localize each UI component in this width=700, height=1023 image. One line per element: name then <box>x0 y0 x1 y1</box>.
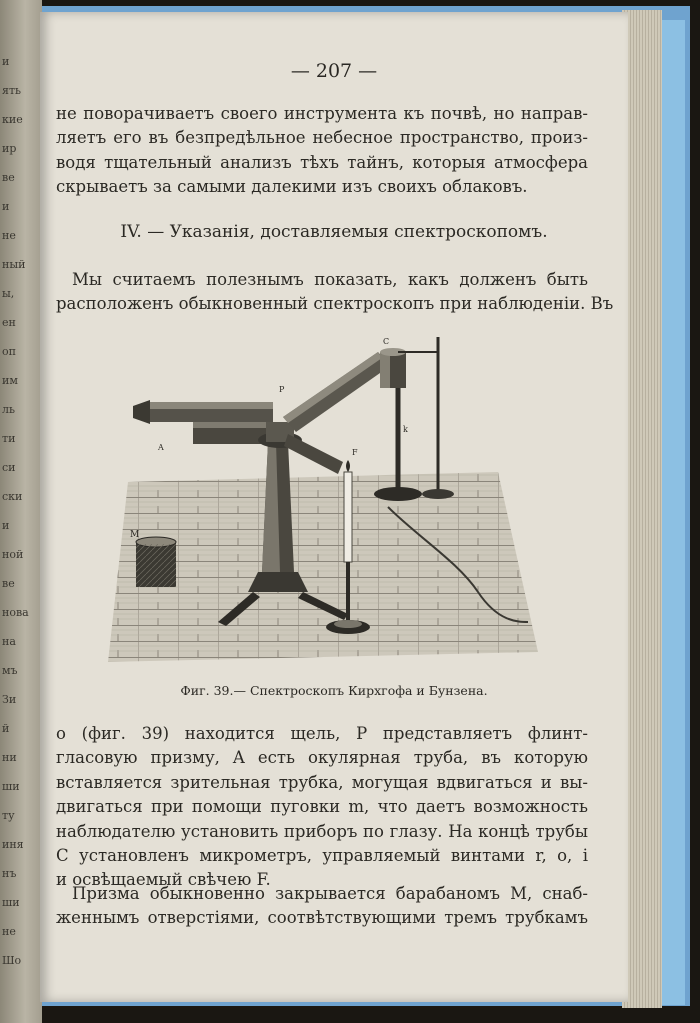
left-page-fragment: кие <box>2 113 23 126</box>
figure-spectroscope-illustration <box>98 322 548 674</box>
left-page-fragment: ять <box>2 84 22 97</box>
left-page-fragment: нова <box>2 606 29 619</box>
text-line: наблюдателю установить приборъ по глазу. На концѣ трубы <box>56 821 588 841</box>
text-line: Мы считаемъ полезнымъ показать, какъ долженъ быть <box>72 270 588 289</box>
left-page-fragment: им <box>2 374 18 387</box>
left-page-fragment: й <box>2 722 10 735</box>
left-page-fragment: ной <box>2 548 24 561</box>
left-page-fragment: ль <box>2 403 15 416</box>
left-page-fragment: Зи <box>2 693 17 706</box>
left-page-fragment: ный <box>2 258 26 271</box>
text-line: Призма обыкновенно закрывается барабаномъ M, снаб- <box>72 884 588 903</box>
left-page-fragment: ни <box>2 751 17 764</box>
svg-text:P: P <box>279 385 285 394</box>
left-page-fragment: си <box>2 461 16 474</box>
left-page-fragment: на <box>2 635 16 648</box>
left-page-fragment: мъ <box>2 664 18 677</box>
paragraph-last <box>56 882 588 931</box>
svg-text:M: M <box>130 530 140 540</box>
svg-text:k: k <box>403 425 408 434</box>
section-heading: IV. — Указанія, доставляемыя спектроскопомъ. <box>120 222 548 242</box>
text-line: скрываетъ за самыми далекими изъ своихъ облаковъ. <box>56 177 528 197</box>
text-line: ο (фиг. 39) находится щель, P представляетъ флинт- <box>56 724 588 743</box>
svg-text:A: A <box>158 443 164 452</box>
left-page-fragment: не <box>2 229 16 242</box>
left-page-fragment: иня <box>2 838 24 851</box>
left-page-fragment: и <box>2 519 10 532</box>
book-page <box>40 12 628 1002</box>
left-page-fragment: ве <box>2 171 15 184</box>
text-line: не поворачиваетъ своего инструмента къ почвѣ, но направ- <box>56 104 588 123</box>
left-page-fragment: нъ <box>2 867 17 880</box>
text-line: двигаться при помощи пуговки m, что даетъ возможность <box>56 797 588 817</box>
text-line: водя тщательный анализъ тѣхъ тайнъ, которыя атмосфера <box>56 152 588 172</box>
left-page-fragment: ши <box>2 780 20 793</box>
text-line: ляетъ его въ безпредѣльное небесное пространство, произ- <box>56 128 588 148</box>
box-m <box>130 530 176 587</box>
text-line: женнымъ отверстіями, соотвѣтствующими тремъ трубкамъ <box>56 908 588 928</box>
text-line: расположенъ обыкновенный спектроскопъ при наблюденіи. Въ <box>56 294 614 314</box>
left-page-fragment: Шо <box>2 954 22 967</box>
text-line: вставляется зрительная трубка, могущая вдвигаться и вы- <box>56 772 588 792</box>
left-page-fragment: ски <box>2 490 23 503</box>
left-page-fragment: ы, <box>2 287 15 300</box>
left-page-fragment: ти <box>2 432 16 445</box>
svg-text:C: C <box>383 337 390 346</box>
page-number: — 207 — <box>290 60 378 82</box>
page-edges <box>622 10 662 1008</box>
paragraph-top <box>56 102 588 200</box>
left-page-fragment: и <box>2 200 10 213</box>
text-line: C установленъ микрометръ, управляемый винтами r, o, i <box>56 845 588 865</box>
left-page-fragment: и <box>2 55 10 68</box>
left-page-fragment: ши <box>2 896 20 909</box>
figure-caption: Фиг. 39.— Спектроскопъ Кирхгофа и Бунзена. <box>180 683 488 698</box>
left-page-fragment: ту <box>2 809 15 822</box>
left-page-fragment: ир <box>2 142 17 155</box>
left-page <box>0 0 42 1023</box>
svg-text:F: F <box>352 448 358 457</box>
left-page-fragment: ве <box>2 577 15 590</box>
paragraph-intro <box>56 268 614 317</box>
left-page-fragment: оп <box>2 345 16 358</box>
text-line: и освѣщаемый свѣчею F. <box>56 870 271 890</box>
text-line: гласовую призму, A есть окулярная труба, въ которую <box>56 748 588 768</box>
left-page-fragment: не <box>2 925 16 938</box>
paragraph-after-figure <box>56 722 588 893</box>
left-page-fragment: ен <box>2 316 16 329</box>
